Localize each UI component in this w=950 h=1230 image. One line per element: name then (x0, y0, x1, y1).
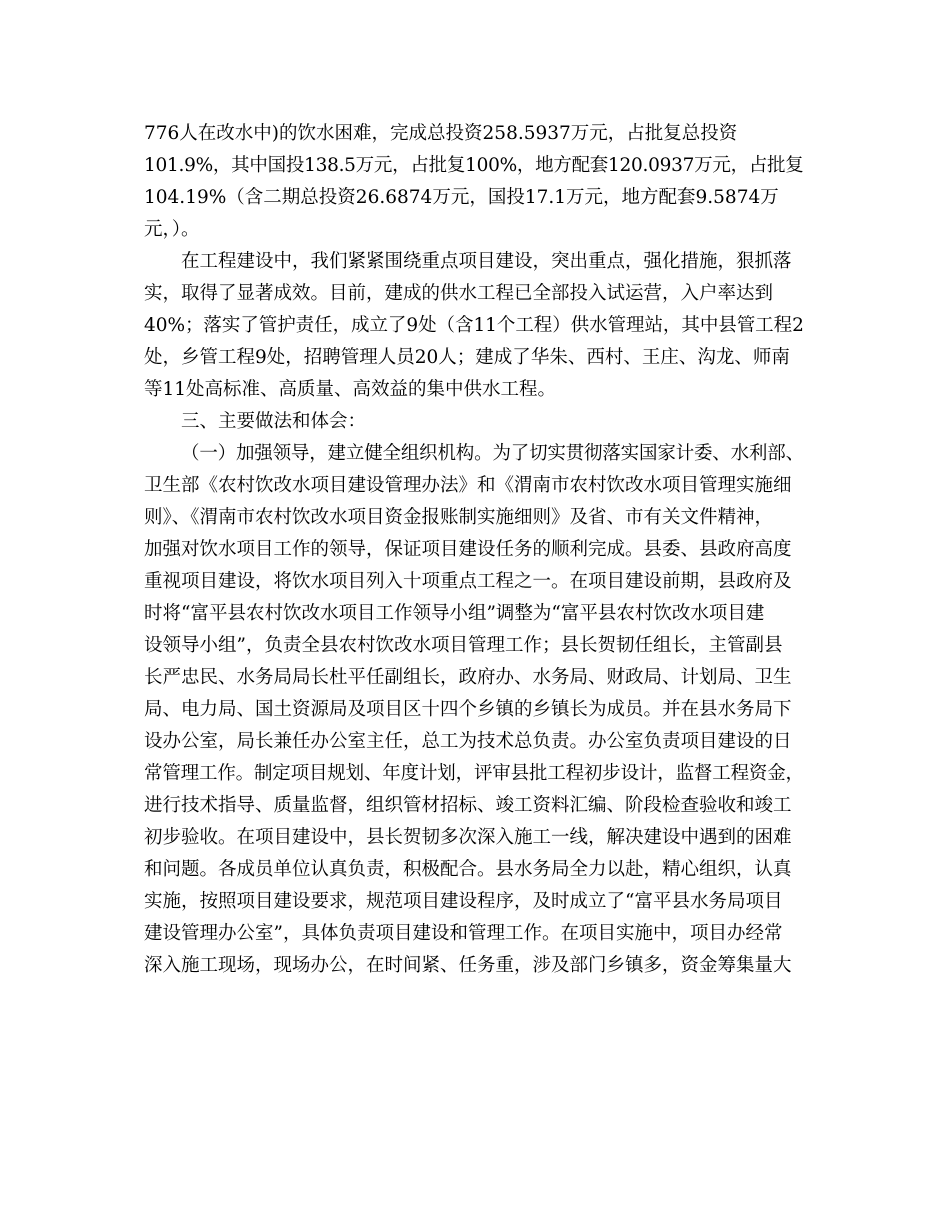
text-line: 设办公室，局长兼任办公室主任，总工为技术总负责。办公室负责项目建设的日 (144, 731, 792, 752)
text-line: 实，取得了显著成效。目前，建成的供水工程已全部投入试运营，入户率达到 (144, 283, 774, 304)
text-line: 重视项目建设，将饮水项目列入十项重点工程之一。在项目建设前期，县政府及 (144, 571, 792, 592)
text-line: 101.9%，其中国投138.5万元，占批复100%，地方配套120.0937万元，占批复 (144, 155, 804, 176)
text-line: 等11处高标准、高质量、高效益的集中供水工程。 (144, 379, 557, 400)
text-line: 建设管理办公室”，具体负责项目建设和管理工作。在项目实施中，项目办经常 (144, 923, 783, 944)
text-line: 104.19%（含二期总投资26.6874万元，国投17.1万元，地方配套9.5874万 (144, 187, 779, 208)
text-line: 常管理工作。制定项目规划、年度计划，评审县批工程初步设计，监督工程资金， (144, 763, 804, 784)
text-line: 和问题。各成员单位认真负责，积极配合。县水务局全力以赴，精心组织，认真 (144, 859, 792, 880)
text-line: 加强对饮水项目工作的领导，保证项目建设任务的顺利完成。县委、县政府高度 (144, 539, 792, 560)
text-line: （一）加强领导，建立健全组织机构。为了切实贯彻落实国家计委、水利部、 (181, 443, 804, 464)
text-line: 实施，按照项目建设要求，规范项目建设程序，及时成立了“富平县水务局项目 (144, 891, 783, 912)
text-line: 三、主要做法和体会： (181, 411, 367, 432)
text-line: 深入施工现场，现场办公，在时间紧、任务重，涉及部门乡镇多，资金筹集量大 (144, 955, 792, 976)
text-line: 设领导小组”，负责全县农村饮改水项目管理工作；县长贺韧任组长，主管副县 (144, 635, 783, 656)
text-line: 初步验收。在项目建设中，县长贺韧多次深入施工一线，解决建设中遇到的困难 (144, 827, 792, 848)
text-line: 进行技术指导、质量监督，组织管材招标、竣工资料汇编、阶段检查验收和竣工 (144, 795, 792, 816)
text-line: 40%；落实了管护责任，成立了9处（含11个工程）供水管理站，其中县管工程2 (144, 315, 804, 336)
text-line: 776人在改水中)的饮水困难，完成总投资258.5937万元，占批复总投资 (144, 123, 738, 144)
text-line: 则》、《渭南市农村饮改水项目资金报账制实施细则》及省、市有关文件精神， (144, 507, 774, 528)
text-line: 时将“富平县农村饮改水项目工作领导小组”调整为“富平县农村饮改水项目建 (144, 603, 765, 624)
text-line: 在工程建设中，我们紧紧围绕重点项目建设，突出重点，强化措施，狠抓落 (181, 251, 792, 272)
text-line: 处，乡管工程9处，招聘管理人员20人；建成了华朱、西村、王庄、沟龙、师南 (144, 347, 790, 368)
body-text (144, 118, 804, 982)
text-line: 元，）。 (144, 219, 200, 240)
text-line: 局、电力局、国土资源局及项目区十四个乡镇的乡镇长为成员。并在县水务局下 (144, 699, 792, 720)
text-line: 卫生部《农村饮改水项目建设管理办法》和《渭南市农村饮改水项目管理实施细 (144, 475, 792, 496)
text-line: 长严忠民、水务局局长杜平任副组长，政府办、水务局、财政局、计划局、卫生 (144, 667, 792, 688)
